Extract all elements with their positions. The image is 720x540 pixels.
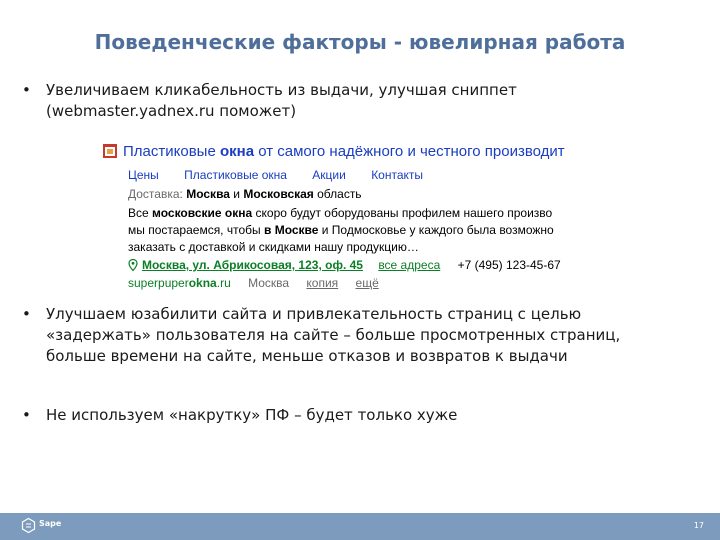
delivery-region-suffix: область (313, 187, 362, 201)
snippet-title-pre: Пластиковые (123, 143, 220, 160)
snippet-description-line-1 (128, 204, 552, 222)
url-text: .ru (216, 276, 231, 290)
desc-text: и Подмосковье у каждого была возможно (318, 223, 554, 237)
snippet-address-row (128, 256, 561, 274)
address-link[interactable]: Москва, ул. Абрикосовая, 123, оф. 45 (142, 258, 363, 272)
snippet-sitelinks (128, 166, 445, 184)
url-bold: okna (188, 276, 217, 290)
desc-text: мы постараемся, чтобы (128, 223, 264, 237)
desc-bold: московские окна (152, 206, 253, 220)
bullet-line: больше времени на сайте, меньше отказов и возвратов к выдачи (46, 347, 568, 365)
delivery-region: Московская (243, 187, 314, 201)
desc-bold: в Москве (263, 223, 319, 237)
bullet-line: (webmaster.yadnex.ru поможет) (46, 102, 297, 120)
snippet-title-post: от самого надёжного и честного производит (254, 143, 565, 160)
more-link[interactable]: ещё (355, 276, 379, 290)
snippet-description-line-2 (128, 221, 554, 239)
desc-text: скоро будут оборудованы профилем нашего произво (252, 206, 553, 220)
copy-link[interactable]: копия (306, 276, 339, 290)
phone-number: +7 (495) 123-45-67 (457, 258, 561, 272)
sitelink-contacts[interactable]: Контакты (371, 168, 424, 182)
logo-wordmark: Sape (39, 519, 62, 528)
snippet-title-link[interactable] (103, 143, 565, 161)
bullet-line: «задержать» пользователя на сайте – больше просмотренных страниц, (46, 326, 621, 344)
region-label: Москва (248, 276, 290, 290)
delivery-and: и (229, 187, 244, 201)
map-pin-icon (128, 259, 138, 271)
search-snippet-example (103, 143, 590, 290)
delivery-city: Москва (186, 187, 230, 201)
bullet-line: Улучшаем юзабилити сайта и привлекательность страниц с целью (46, 305, 582, 323)
bullet-marker: • (22, 406, 31, 424)
sape-logo (22, 518, 72, 536)
sape-logo-icon (22, 518, 35, 533)
bullet-marker: • (22, 305, 31, 323)
snippet-title-bold: окна (219, 143, 255, 160)
bullet-line: Не используем «накрутку» ПФ – будет только хуже (46, 406, 458, 424)
snippet-fade-edge (568, 143, 590, 275)
slide-title: Поведенческие факторы - ювелирная работа (94, 30, 626, 54)
bullet-item-2 (22, 304, 682, 367)
all-addresses-link[interactable]: все адреса (378, 258, 441, 272)
sitelink-plastic-windows[interactable]: Пластиковые окна (184, 168, 287, 182)
bullet-item-1 (22, 80, 682, 122)
bullet-item-3 (22, 405, 682, 426)
page-number: 17 (693, 521, 704, 530)
delivery-label: Доставка: (128, 187, 183, 201)
bullet-line: Увеличиваем кликабельность из выдачи, улучшая сниппет (46, 81, 517, 99)
snippet-url-row (128, 274, 379, 292)
snippet-description-line-3: заказать с доставкой и скидками нашу продукцию… (128, 240, 419, 254)
sitelink-prices[interactable]: Цены (128, 168, 159, 182)
site-favicon-icon (103, 144, 117, 158)
url-text: superpuper (128, 276, 189, 290)
slide-footer-bar (0, 513, 720, 540)
bullet-marker: • (22, 81, 31, 99)
snippet-delivery (128, 185, 362, 203)
desc-text: Все (128, 206, 153, 220)
sitelink-promotions[interactable]: Акции (312, 168, 346, 182)
